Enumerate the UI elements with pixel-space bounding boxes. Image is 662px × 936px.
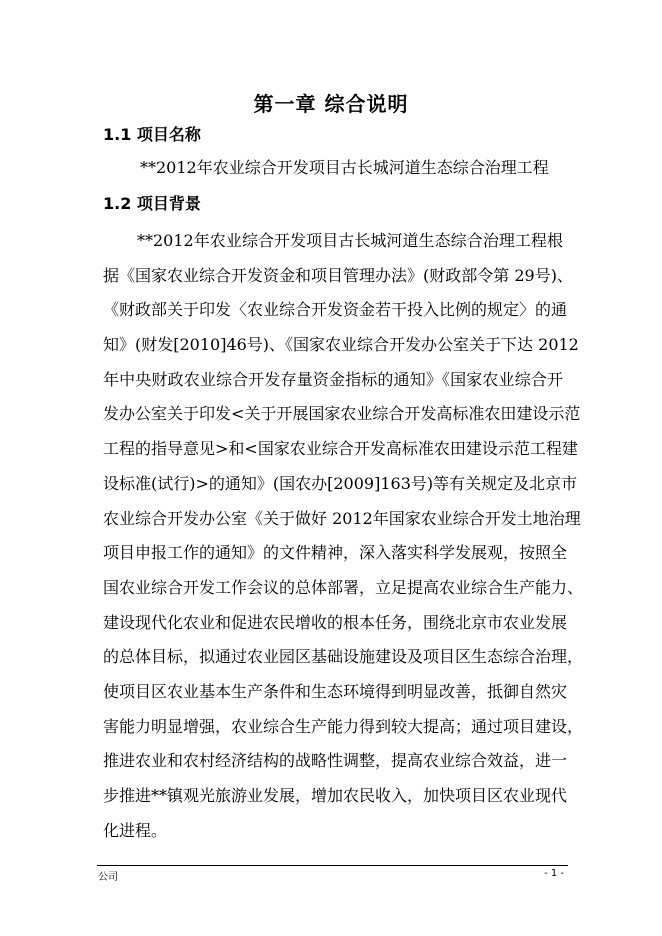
chapter-title: 第一章 综合说明 xyxy=(253,92,409,116)
paragraph-line: 建设现代化农业和促进农民增收的根本任务，围绕北京市农业发展 xyxy=(103,612,568,632)
section-heading-1-2: 1.2 项目背景 xyxy=(103,194,201,213)
paragraph-line: **2012年农业综合开发项目古长城河道生态综合治理工程根 xyxy=(137,231,563,250)
paragraph-line: 年中央财政农业综合开发存量资金指标的通知》《国家农业综合开 xyxy=(103,369,563,389)
paragraph-line: 害能力明显增强，农业综合生产能力得到较大提高；通过项目建设， xyxy=(103,716,584,736)
paragraph-line: 推进农业和农村经济结构的战略性调整，提高农业综合效益，进一 xyxy=(103,751,568,771)
paragraph-line: 的总体目标，拟通过农业园区基础设施建设及项目区生态综合治理， xyxy=(103,647,584,667)
paragraph-line: 项目申报工作的通知》的文件精神，深入落实科学发展观，按照全 xyxy=(103,543,568,563)
footer-company: 公司 xyxy=(98,872,118,883)
paragraph-line: 《财政部关于印发〈农业综合开发资金若干投入比例的规定〉的通 xyxy=(103,300,568,320)
paragraph-line: 化进程。 xyxy=(103,820,168,840)
section-heading-1-1: 1.1 项目名称 xyxy=(103,125,201,144)
paragraph-line: 农业综合开发办公室《关于做好 2012年国家农业综合开发土地治理 xyxy=(103,508,581,528)
page-number: - 1 - xyxy=(544,868,564,879)
paragraph-line: 发办公室关于印发<关于开展国家农业综合开发高标准农田建设示范 xyxy=(103,404,581,424)
paragraph-line: 步推进**镇观光旅游业发展，增加农民收入，加快项目区农业现代 xyxy=(103,786,568,805)
paragraph-line: 使项目区农业基本生产条件和生态环境得到明显改善，抵御自然灾 xyxy=(103,681,568,701)
paragraph-line: 设标准(试行)>的通知》(国农办[2009]163号)等有关规定及北京市 xyxy=(103,473,578,493)
project-name-text: **2012年农业综合开发项目古长城河道生态综合治理工程 xyxy=(140,158,549,177)
paragraph-line: 据《国家农业综合开发资金和项目管理办法》(财政部令第 29号)、 xyxy=(103,265,573,285)
paragraph-line: 知》(财发[2010]46号)、《国家农业综合开发办公室关于下达 2012 xyxy=(103,335,579,355)
footer-divider xyxy=(97,865,568,866)
paragraph-line: 工程的指导意见>和<国家农业综合开发高标准农田建设示范工程建 xyxy=(103,439,578,459)
background-paragraph xyxy=(103,224,584,848)
paragraph-line: 国农业综合开发工作会议的总体部署，立足提高农业综合生产能力、 xyxy=(103,577,584,597)
